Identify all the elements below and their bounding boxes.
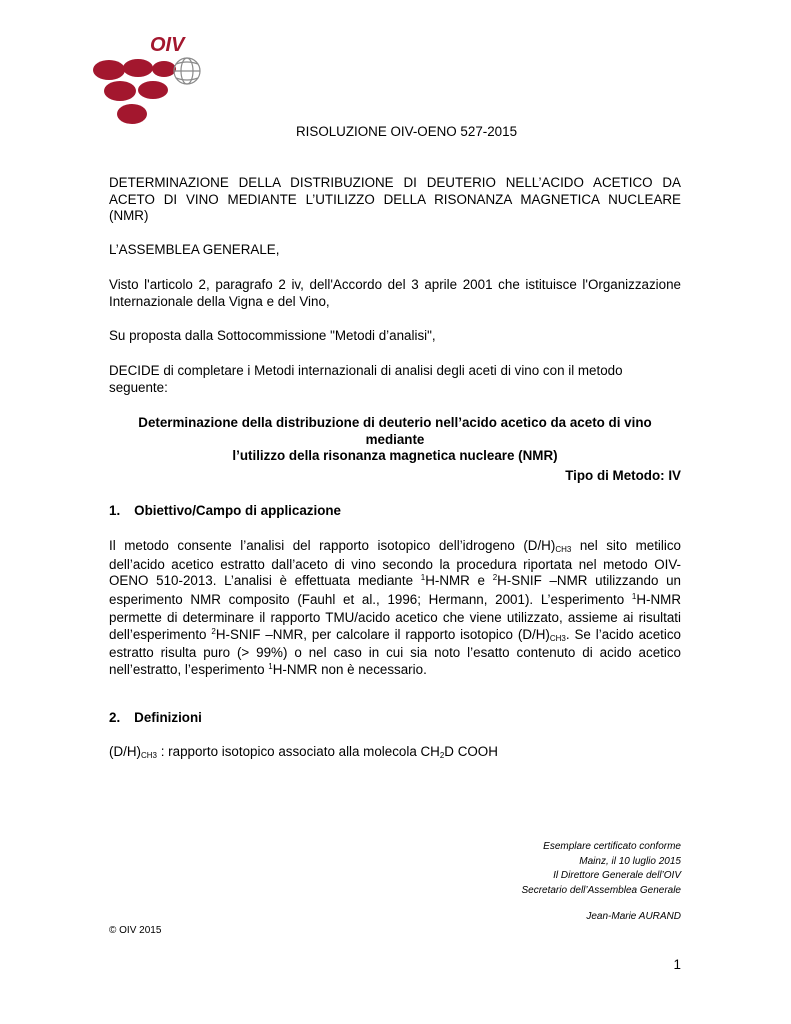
assembly-label: L’ASSEMBLEA GENERALE, [109,242,280,257]
signature-line-1: Esemplare certificato conforme [543,841,681,852]
certification-signature [380,840,681,925]
method-title-line-1: Determinazione della distribuzione di deuterio nell’acido acetico da aceto di vino mediante [138,415,652,447]
section-1-title: Obiettivo/Campo di applicazione [134,503,342,518]
section-2-number: 2. [109,710,121,725]
section-2-heading [109,710,202,727]
page-number: 1 [673,957,681,972]
resolution-id: RISOLUZIONE OIV-OENO 527-2015 [296,124,518,139]
signature-line-2: Mainz, il 10 luglio 2015 [579,855,681,867]
signature-line-4: Secretario dell’Assemblea Generale [521,884,681,896]
section-1-paragraph: Il metodo consente l’analisi del rapporto isotopico dell’idrogeno $(D/H)_{CH3}$ nel sito metilico dell’acido acetico estratto dall’aceto di vino secondo la procedura riportata nel metodo OIV-OENO 510-2013. L’analisi è effettuata mediante $^1$H-NMR e $^2$H-SNIF –NMR utilizzando un esperimento NMR composito (Fauhl et al., 1996; Hermann, 2001). L’esperimento $^1$H-NMR permette di determinare il rapporto TMU/acido acetico che viene utilizzato, assieme ai risultati dell’esperimento $^2$H-SNIF –NMR, per calcolare il rapporto isotopico $(D/H)_{CH3}$. Se l’acido acetico estratto risulta puro (> 99%) o nel caso in cui sia noto l’esatto contenuto di acido acetico nell’estratto, l’esperimento $^1$H-NMR non è necessario. [109,538,682,677]
globe-icon [174,58,200,84]
decide-paragraph: DECIDE di completare i Metodi internazionali di analisi degli aceti di vino con il metodo seguente: [109,363,623,395]
definition-line: $(D/H)_{CH3}$ : rapporto isotopico associato alla molecola $CH_2D$ COOH [109,744,498,760]
oiv-logo [92,34,207,126]
proposta-paragraph: Su proposta dalla Sottocommissione "Metodi d’analisi", [109,328,436,343]
document-heading: DETERMINAZIONE DELLA DISTRIBUZIONE DI DEUTERIO NELL’ACIDO ACETICO DA ACETO DI VINO MEDIANTE L’UTILIZZO DELLA RISONANZA MAGNETICA NUCLEARE (NMR) [109,175,681,223]
signature-name: Jean-Marie AURAND [586,911,681,922]
method-title-line-2: l’utilizzo della risonanza magnetica nucleare (NMR) [232,448,558,463]
method-type: Tipo di Metodo: IV [565,468,681,483]
section-1-heading [109,503,341,520]
visto-paragraph: Visto l'articolo 2, paragrafo 2 iv, dell'Accordo del 3 aprile 2001 che istituisce l'Organizzazione Internazionale della Vigna e del Vino, [109,277,681,309]
section-2-title: Definizioni [134,710,202,725]
signature-line-3: Il Direttore Generale dell’OIV [553,870,681,881]
method-title [109,415,681,465]
logo-text: OIV [150,34,185,56]
section-1-number: 1. [109,503,121,518]
copyright: © OIV 2015 [109,925,162,936]
